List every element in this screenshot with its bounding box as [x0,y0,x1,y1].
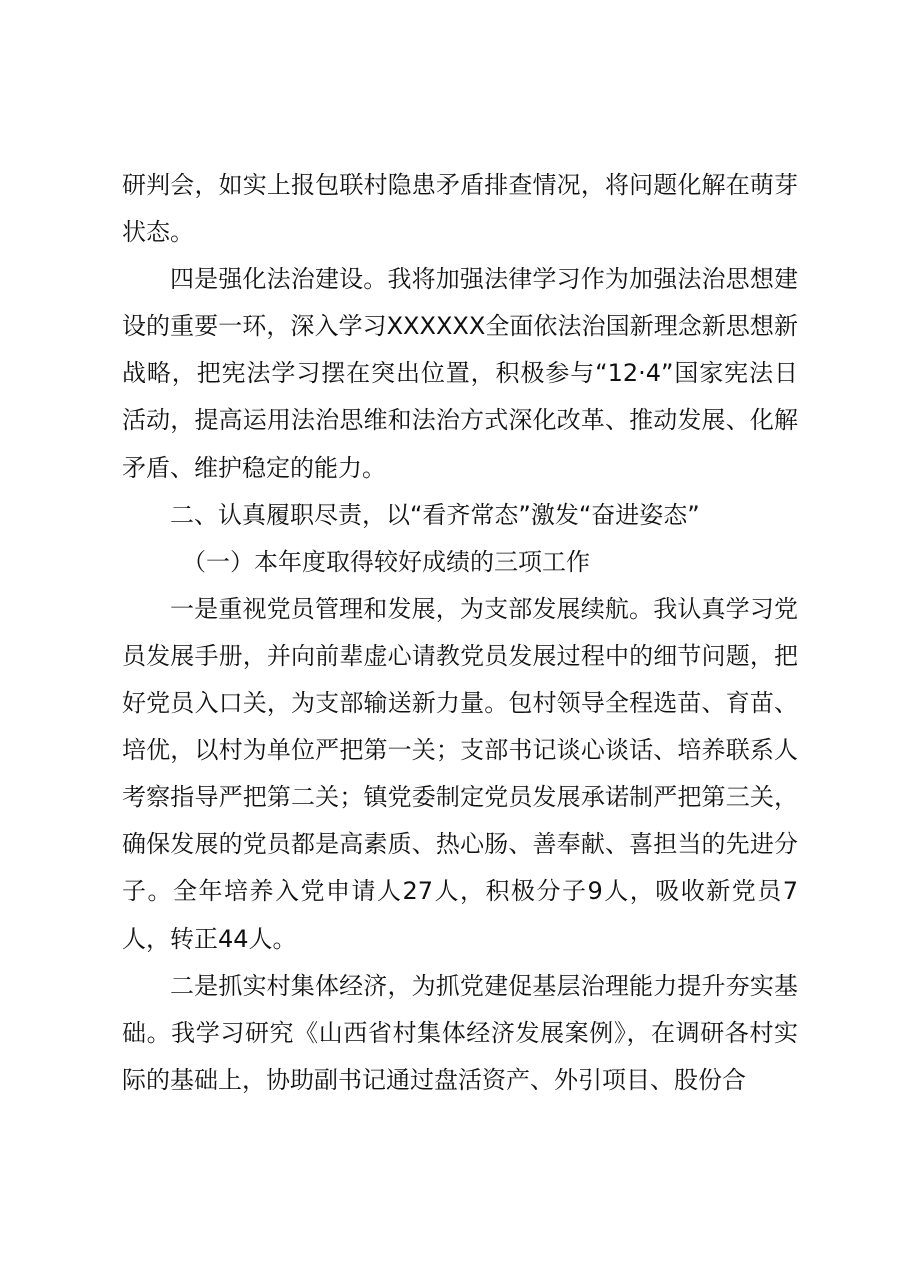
paragraph-point-four: 四是强化法治建设。我将加强法律学习作为加强法治思想建设的重要一环，深入学习XXXXXX全面依法治国新理念新思想新战略，把宪法学习摆在突出位置，积极参与“12·4”国家宪法日活动，提高运用法治思维和法治方式深化改革、推动发展、化解矛盾、维护稳定的能力。 [122,265,798,482]
subsection-heading: （一）本年度取得较好成绩的三项工作 [182,547,590,576]
paragraph-work-one: 一是重视党员管理和发展，为支部发展续航。我认真学习党员发展手册，并向前辈虚心请教党员发展过程中的细节问题，把好党员入口关，为支部输送新力量。包村领导全程选苗、育苗、培优，以村为单位严把第一关；支部书记谈心谈话、培养联系人考察指导严把第二关；镇党委制定党员发展承诺制严把第三关，确保发展的党员都是高素质、热心肠、善奉献、喜担当的先进分子。全年培养入党申请人27人，积极分子9人，吸收新党员7人，转正44人。 [122,594,798,953]
section-heading: 二、认真履职尽责，以“看齐常态”激发“奋进姿态” [170,500,700,529]
paragraph-continuation: 研判会，如实上报包联村隐患矛盾排查情况，将问题化解在萌芽状态。 [122,171,798,247]
paragraph-work-two: 二是抓实村集体经济，为抓党建促基层治理能力提升夯实基础。我学习研究《山西省村集体经济发展案例》，在调研各村实际的基础上，协助副书记通过盘活资产、外引项目、股份合 [122,971,798,1094]
document-body [122,162,798,1104]
